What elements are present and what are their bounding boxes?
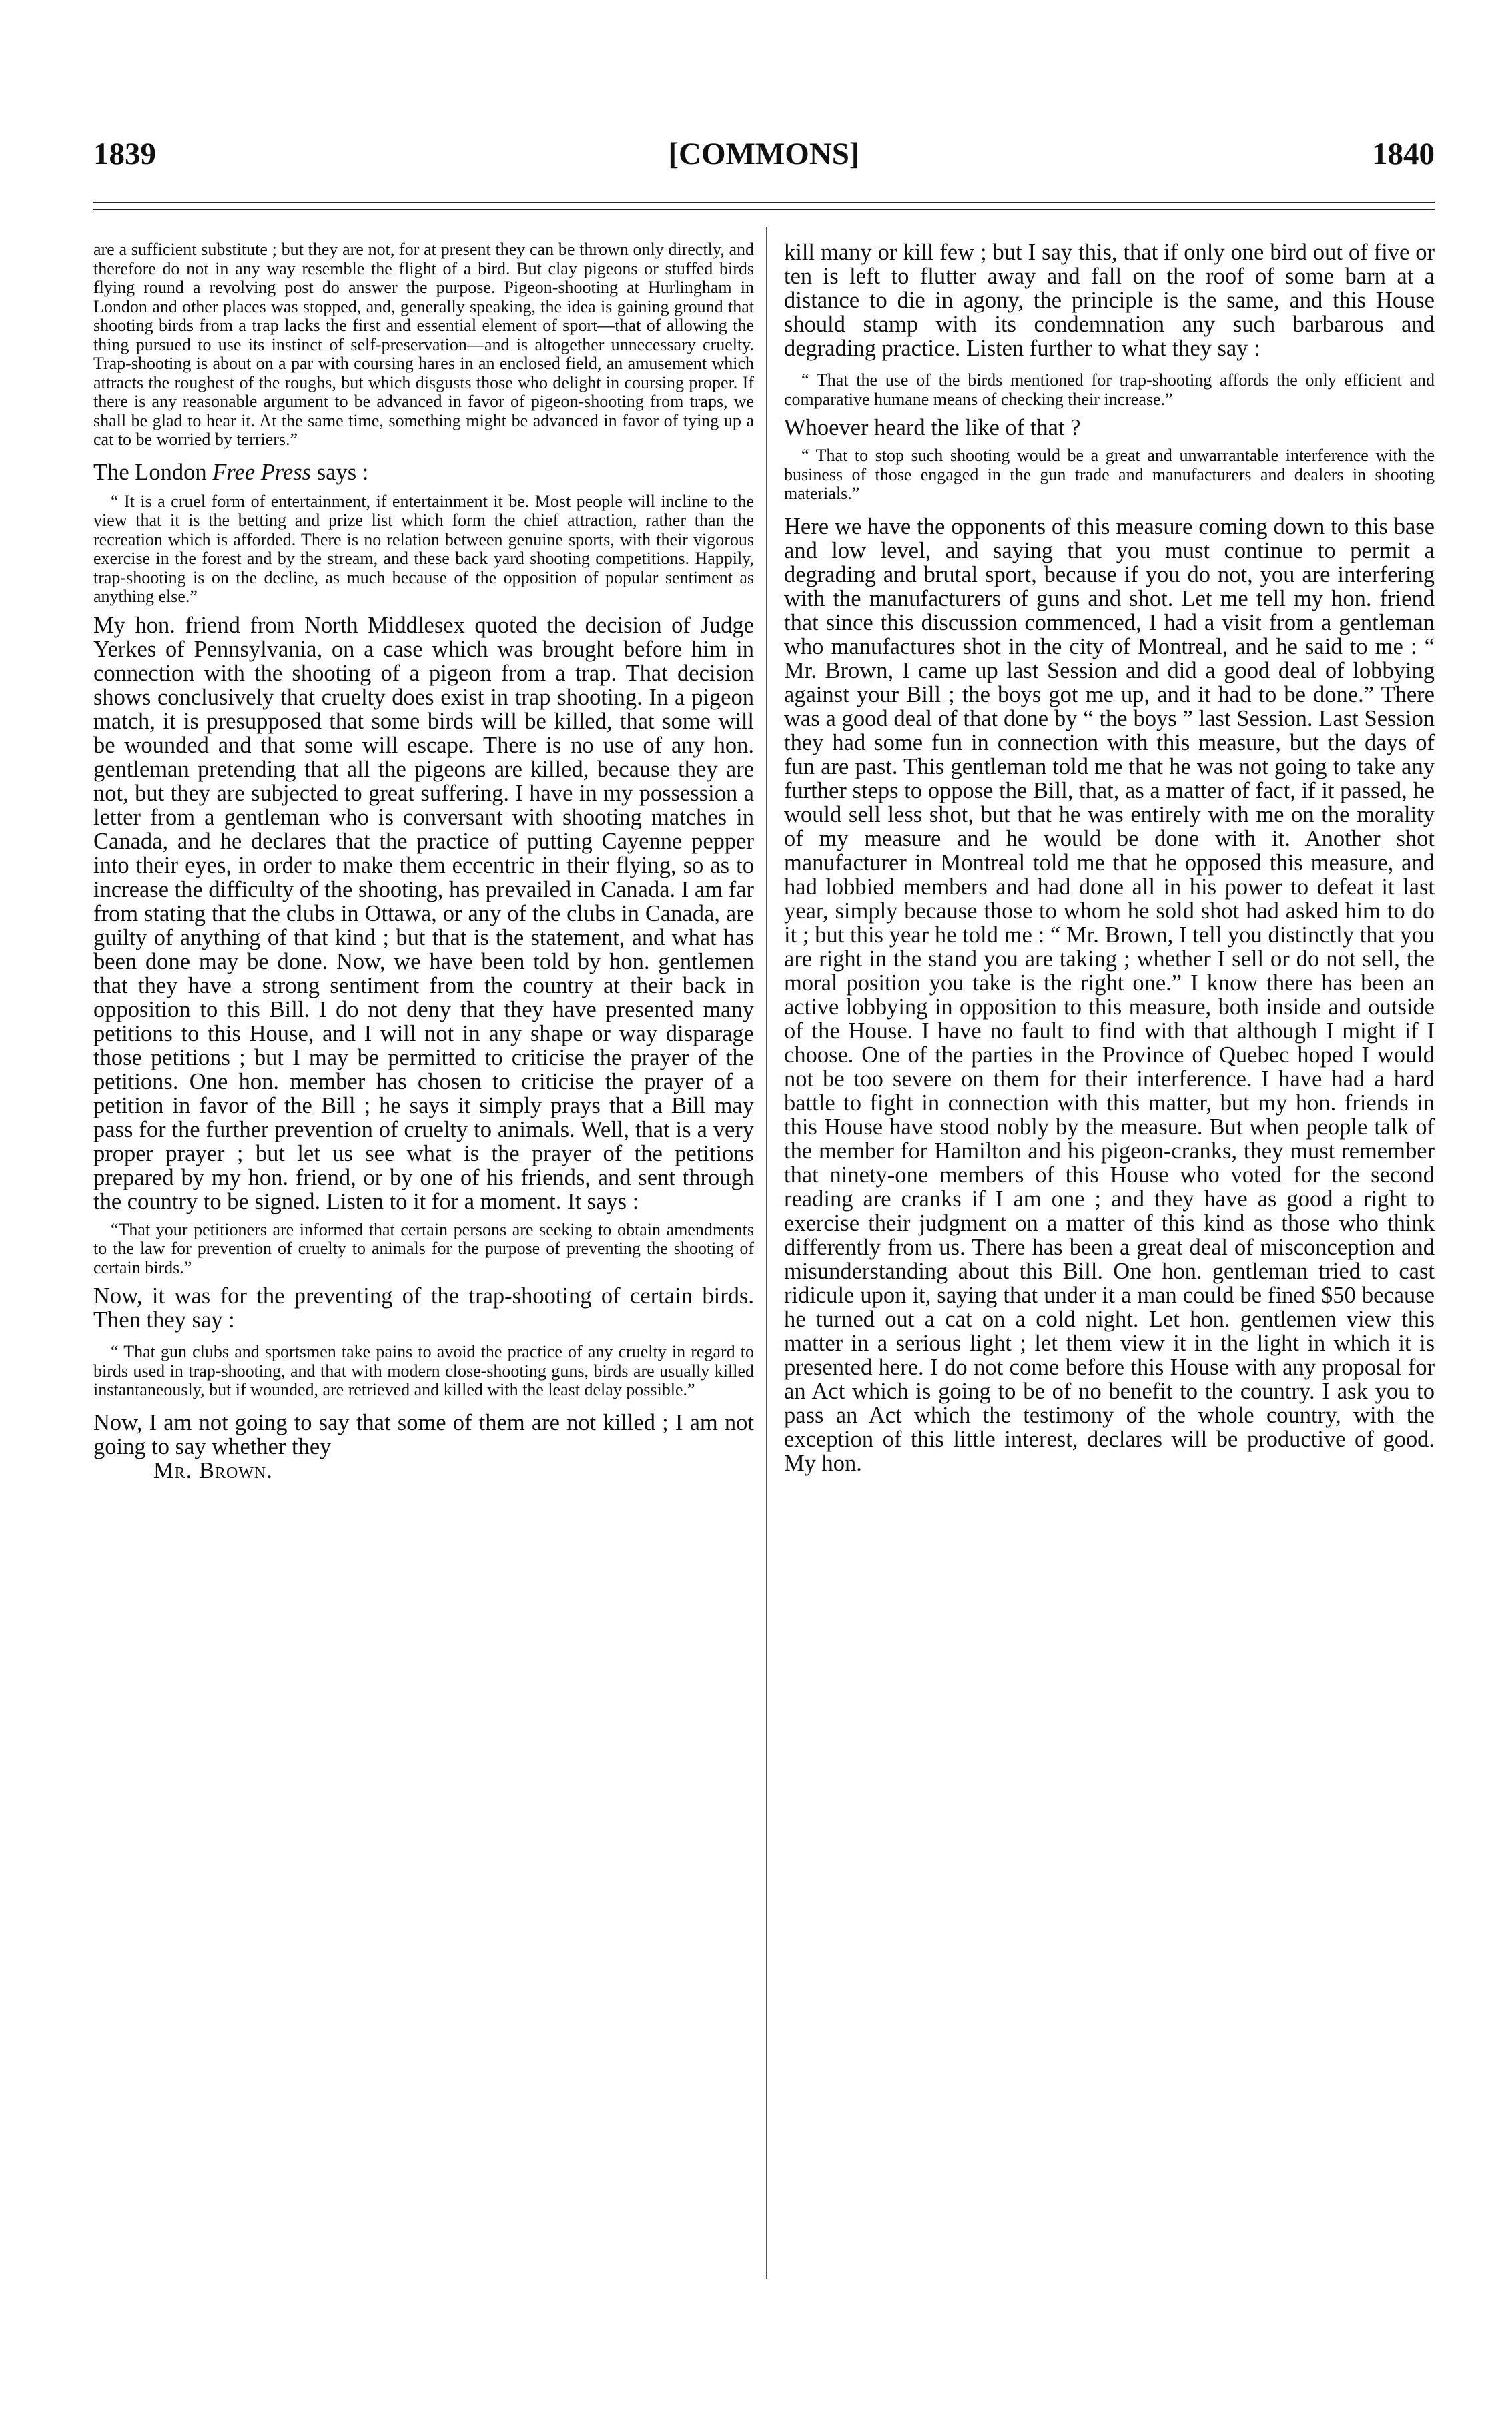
right-column	[784, 240, 1435, 1475]
newspaper-name: Free Press	[212, 459, 312, 485]
speech-paragraph: Now, it was for the preventing of the trap-shooting of certain birds. Then they say :	[93, 1283, 754, 1333]
speech-paragraph: Whoever heard the like of that ?	[784, 415, 1081, 440]
quote-continuation: are a sufficient substitute ; but they are not, for at present they can be thrown only directly, and therefore do not in any way resemble the flight of a bird. But clay pigeons or stuffed birds flying round a revolving post do answer the purpose. Pigeon-shooting at Hurlingham in London and other places was stopped, and, generally speaking, the idea is gaining ground that shooting birds from a trap lacks the first and essential element of sport—that of allowing the thing pursued to use its instinct of self-preservation—and is altogether unnecessary cruelty. Trap-shooting is about on a par with coursing hares in an enclosed field, an amusement which attracts the roughest of the roughs, but which disgusts those who delight in coursing proper. If there is any reasonable argument to be advanced in favor of pigeon-shooting from traps, we shall be glad to hear it. At the same time, something might be advanced in favor of tying up a cat to be worried by terriers.”	[93, 240, 754, 449]
speech-paragraph: kill many or kill few ; but I say this, that if only one bird out of five or ten is left to flutter away and fall on the roof of some barn at a distance to die in agony, the principle is the same, and this House should stamp with its condemnation any such barbarous and degrading practice. Listen further to what they say :	[784, 240, 1435, 361]
quote-petition-4: “ That to stop such shooting would be a great and unwarrantable interference with the business of those engaged in the gun trade and manufacturers and dealers in shooting materials.”	[784, 446, 1435, 503]
quote-petition-2: “ That gun clubs and sportsmen take pains to avoid the practice of any cruelty in regard to birds used in trap-shooting, and that with modern close-shooting guns, birds are usually killed instantaneously, but if wounded, are retrieved and killed with the least delay possible.”	[93, 1342, 754, 1399]
speech-paragraph: My hon. friend from North Middlesex quoted the decision of Judge Yerkes of Pennsylvania, on a case which was brought before him in connection with the shooting of a pigeon from a trap. That decision shows conclusively that cruelty does exist in trap shooting. In a pigeon match, it is presupposed that some birds will be killed, that some will be wounded and that some will escape. There is no use of any hon. gentleman pretending that all the pigeons are killed, because they are not, but they are subjected to great suffering. I have in my possession a letter from a gentleman who is conversant with shooting matches in Canada, and he declares that the practice of putting Cayenne pepper into their eyes, in order to make them eccentric in their flying, so as to increase the difficulty of the shooting, has prevailed in Canada. I am far from stating that the clubs in Ottawa, or any of the clubs in Canada, are guilty of anything of that kind ; but that is the statement, and what has been done may be done. Now, we have been told by hon. gentlemen that they have a strong sentiment from the country at their back in opposition to this Bill. I do not deny that they have presented many petitions to this House, and I will not in any shape or way disparage those petitions ; but I may be permitted to criticise the prayer of the petitions. One hon. member has chosen to criticise the prayer of a petition in favor of the Bill ; he says it simply prays that a Bill may pass for the further prevention of cruelty to animals. Well, that is a very proper prayer ; but let us see what is the prayer of the petitions prepared by my hon. friend, or by one of his friends, and sent through the country to be signed. Listen to it for a moment. It says :	[93, 612, 754, 1214]
speech-paragraph: Here we have the opponents of this measure coming down to this base and low level, and saying that you must continue to permit a degrading and brutal sport, because if you do not, you are interfering with the manufacturers of guns and shot. Let me tell my hon. friend that since this discussion commenced, I had a visit from a gentleman who manufactures shot in the city of Montreal, and he said to me : “ Mr. Brown, I came up last Session and did a good deal of lobbying against your Bill ; the boys got me up, and it had to be done.” There was a good deal of that done by “ the boys ” last Session. Last Session they had some fun in connection with this measure, but the days of fun are past. This gentleman told me that he was not going to take any further steps to oppose the Bill, that, as a matter of fact, if it passed, he would sell less shot, but that he was entirely with me on the morality of my measure and he would be done with it. Another shot manufacturer in Montreal told me that he opposed this measure, and had lobbied members and had done all in his power to defeat it last year, simply because those to whom he sold shot had asked him to do it ; but this year he told me : “ Mr. Brown, I tell you distinctly that you are right in the stand you are taking ; whether I sell or do not sell, the moral position you take is the right one.” I know there has been an active lobbying in opposition to this measure, both inside and outside of the House. I have no fault to find with that although I might if I choose. One of the parties in the Province of Quebec hoped I would not be too severe on them for their interference. I have had a hard battle to fight in connection with this matter, but my hon. friends in this House have stood nobly by the measure. But when people talk of the member for Hamilton and his pigeon-cranks, they must remember that ninety-one members of this House who voted for the second reading are cranks if I am one ; and they have as good a right to exercise their judgment on a matter of this kind as those who think differently from us. There has been a great deal of misconception and misunderstanding about this Bill. One hon. gentleman tried to cast ridicule upon it, saying that under it a man could be fined $50 because he turned out a cat on a cold night. Let hon. gentlemen view this matter in a serious light ; let them view it in the light in which it is presented here. I do not come before this House with any proposal for an Act which is going to be of no benefit to the country. I ask you to pass an Act which the testimony of the whole country, with the exception of this little interest, declares will be productive of good. My hon.	[784, 513, 1435, 1476]
page-number-left: 1839	[93, 137, 156, 171]
quote-petition-1: “That your petitioners are informed that certain persons are seeking to obtain amendments to the law for prevention of cruelty to animals for the purpose of preventing the shooting of certain birds.”	[93, 1219, 754, 1277]
quote-petition-3: “ That the use of the birds mentioned for trap-shooting affords the only efficient and comparative humane means of checking their increase.”	[784, 370, 1435, 409]
header-rule-top	[93, 202, 1435, 203]
header-rule-bottom	[93, 209, 1435, 210]
speech-paragraph: Now, I am not going to say that some of them are not killed ; I am not going to say whether they	[93, 1409, 754, 1459]
quote-free-press: “ It is a cruel form of entertainment, if entertainment it be. Most people will incline to the view that it is the betting and prize list which form the chief attraction, rather than the recreation which is afforded. There is no relation between genuine sports, with their vigorous exercise in the forest and by the stream, and these back yard shooting competitions. Happily, trap-shooting is on the decline, as much because of the opposition of popular sentiment as anything else.”	[93, 491, 754, 606]
page-title: [COMMONS]	[668, 137, 860, 171]
column-divider	[766, 227, 767, 2279]
source-attribution: The London Free Press says :	[93, 459, 369, 485]
speaker-signature: Mr. Brown.	[153, 1457, 273, 1483]
left-column	[93, 240, 754, 1483]
page-header	[93, 127, 1435, 180]
page-number-right: 1840	[1372, 137, 1435, 171]
